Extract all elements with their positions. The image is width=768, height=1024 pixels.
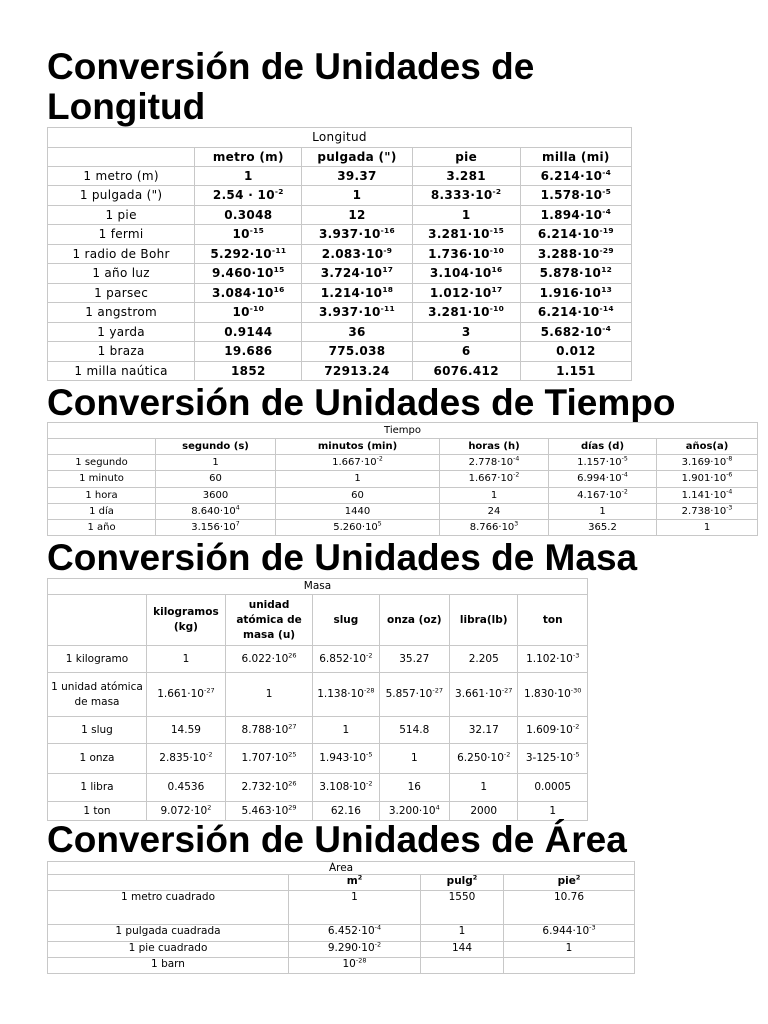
table-cell: 2.205 [450,646,518,673]
row-label: 1 minuto [48,471,156,487]
table-cell: $3.156\cdot 10^7$ [156,519,276,535]
table-cell: $1.214\cdot 10^{18}$ [302,283,412,303]
row-label: 1 pulgada cuadrada [48,925,289,942]
table-cell: $1.012\cdot 10^{17}$ [412,283,520,303]
row-label: 1 milla naútica [48,361,195,381]
table-cell: $3-125\cdot 10^{-5}$ [518,744,588,774]
table-cell: $10^{-15}$ [195,225,302,245]
table-cell: $9.072\cdot 10^2$ [146,802,225,821]
table-cell: $1.102\cdot 10^{-3}$ [518,646,588,673]
table-cell: 10.76 [504,891,635,925]
table-row [48,283,632,303]
column-header: libra(lb) [450,595,518,646]
table-cell: 1 [450,774,518,802]
row-label: 1 pulgada (") [48,186,195,206]
masa-caption-row [48,579,588,595]
row-label: 1 libra [48,774,147,802]
table-cell: $1.141\cdot 10^{-4}$ [657,487,758,503]
table-row [48,802,588,821]
table-cell: $3.281\cdot 10^{-10}$ [412,303,520,323]
table-cell: $1.707\cdot 10^{25}$ [225,744,312,774]
table-longitud [47,127,632,381]
tiempo-header-row [48,439,758,455]
row-label: 1 kilogramo [48,646,147,673]
row-label: 1 hora [48,487,156,503]
table-cell: $6.250\cdot 10^{-2}$ [450,744,518,774]
table-cell: 0.4536 [146,774,225,802]
table-cell: $3.937\cdot 10^{-11}$ [302,303,412,323]
table-row [48,264,632,284]
longitud-header-row [48,147,632,166]
row-label: 1 fermi [48,225,195,245]
table-cell: $6.994\cdot 10^{-4}$ [549,471,657,487]
table-cell: $10^{-10}$ [195,303,302,323]
table-row [48,646,588,673]
table-row [48,303,632,323]
table-cell [504,958,635,974]
table-cell: $1.578\cdot 10^{-5}$ [520,186,631,206]
column-header: metro (m) [195,147,302,166]
table-caption: Longitud [48,128,632,148]
table-cell: $3.937\cdot 10^{-16}$ [302,225,412,245]
table-masa [47,578,588,821]
table-cell: 1 [146,646,225,673]
row-label: 1 parsec [48,283,195,303]
table-cell: 19.686 [195,342,302,362]
table-cell: 0.9144 [195,322,302,342]
column-header [48,147,195,166]
table-cell: $5.260\cdot 10^5$ [276,519,440,535]
row-label: 1 radio de Bohr [48,244,195,264]
table-cell: $9.460\cdot 10^{15}$ [195,264,302,284]
table-cell: $6.022\cdot 10^{26}$ [225,646,312,673]
table-cell: $3.288\cdot 10^{-29}$ [520,244,631,264]
table-row [48,322,632,342]
table-cell: $2.778\cdot 10^{-4}$ [440,455,549,471]
table-cell: $3.724\cdot 10^{17}$ [302,264,412,284]
area-header-row [48,875,635,891]
table-cell: $2.54 \cdot 10^{-2}$ [195,186,302,206]
table-cell: 775.038 [302,342,412,362]
column-header: segundo (s) [156,439,276,455]
column-header: unidad atómica de masa (u) [225,595,312,646]
table-caption: Masa [48,579,588,595]
table-row [48,186,632,206]
table-cell: $1.830\cdot 10^{-30}$ [518,673,588,717]
table-caption: Área [48,862,635,875]
table-row [48,942,635,958]
column-header: onza (oz) [379,595,450,646]
column-header: pulg$^2$ [421,875,504,891]
table-cell: $8.333\cdot 10^{-2}$ [412,186,520,206]
table-row [48,205,632,225]
table-cell: 0.3048 [195,205,302,225]
table-cell: 144 [421,942,504,958]
table-row [48,342,632,362]
table-cell: 1 [156,455,276,471]
row-label: 1 día [48,503,156,519]
column-header: milla (mi) [520,147,631,166]
table-cell: $3.108\cdot 10^{-2}$ [313,774,379,802]
table-cell: 1 [225,673,312,717]
table-cell: $6.452\cdot 10^{-4}$ [289,925,421,942]
table-cell: $1.157\cdot 10^{-5}$ [549,455,657,471]
column-header: $m^2$ [289,875,421,891]
table-area [47,861,635,974]
column-header: ton [518,595,588,646]
table-cell: 0.012 [520,342,631,362]
table-row [48,225,632,245]
table-cell: $1.916\cdot 10^{13}$ [520,283,631,303]
table-row [48,958,635,974]
table-cell: 1.151 [520,361,631,381]
table-cell: $5.857\cdot 10^{-27}$ [379,673,450,717]
table-cell: $8.788\cdot 10^{27}$ [225,717,312,744]
table-cell: $1.736\cdot 10^{-10}$ [412,244,520,264]
row-label: 1 metro (m) [48,166,195,186]
row-label: 1 slug [48,717,147,744]
table-cell: 36 [302,322,412,342]
column-header: pie$^2$ [504,875,635,891]
table-cell: 60 [276,487,440,503]
table-cell: $1.943\cdot 10^{-5}$ [313,744,379,774]
table-row [48,471,758,487]
heading-area: Conversión de Unidades de Área [47,819,627,860]
masa-header-row [48,595,588,646]
table-row [48,925,635,942]
row-label: 1 onza [48,744,147,774]
table-row [48,361,632,381]
table-cell: 6076.412 [412,361,520,381]
row-label: 1 ton [48,802,147,821]
table-row [48,744,588,774]
table-cell: $2.835\cdot 10^{-2}$ [146,744,225,774]
table-cell: 14.59 [146,717,225,744]
table-cell: 365.2 [549,519,657,535]
table-cell: 0.0005 [518,774,588,802]
table-row [48,717,588,744]
table-cell: 1 [518,802,588,821]
table-cell: $4.167\cdot 10^{-2}$ [549,487,657,503]
row-label: 1 pie [48,205,195,225]
table-cell: $3.169\cdot 10^{-8}$ [657,455,758,471]
table-cell: $8.766\cdot 10^3$ [440,519,549,535]
table-cell: $8.640\cdot 10^4$ [156,503,276,519]
table-cell: $3.104\cdot 10^{16}$ [412,264,520,284]
table-cell: $1.901\cdot 10^{-6}$ [657,471,758,487]
table-cell: $2.732\cdot 10^{26}$ [225,774,312,802]
column-header: kilogramos (kg) [146,595,225,646]
column-header: minutos (min) [276,439,440,455]
table-cell: $9.290\cdot 10^{-2}$ [289,942,421,958]
table-cell: 3.281 [412,166,520,186]
table-cell: 3600 [156,487,276,503]
table-row [48,244,632,264]
column-header [48,439,156,455]
table-row [48,166,632,186]
table-cell: 1852 [195,361,302,381]
table-row [48,891,635,925]
table-cell: $6.944\cdot 10^{-3}$ [504,925,635,942]
table-cell: $3.084\cdot 10^{16}$ [195,283,302,303]
table-cell: 1440 [276,503,440,519]
column-header [48,875,289,891]
column-header: pie [412,147,520,166]
table-cell: $1.667\cdot 10^{-2}$ [276,455,440,471]
table-cell: 62.16 [313,802,379,821]
column-header: horas (h) [440,439,549,455]
table-cell: $6.214\cdot 10^{-4}$ [520,166,631,186]
table-cell: 3 [412,322,520,342]
table-cell: 1550 [421,891,504,925]
table-cell: 60 [156,471,276,487]
heading-tiempo: Conversión de Unidades de Tiempo [47,382,676,423]
table-cell: 24 [440,503,549,519]
column-header: días (d) [549,439,657,455]
table-row [48,487,758,503]
table-cell: 1 [313,717,379,744]
table-cell: 2000 [450,802,518,821]
table-cell: $3.661\cdot 10^{-27}$ [450,673,518,717]
table-cell: $2.083\cdot 10^{-9}$ [302,244,412,264]
table-cell: 1 [504,942,635,958]
row-label: 1 metro cuadrado [48,891,289,925]
table-cell: 12 [302,205,412,225]
table-tiempo [47,422,758,536]
table-cell: 1 [412,205,520,225]
row-label: 1 año luz [48,264,195,284]
row-label: 1 segundo [48,455,156,471]
table-cell: $5.292\cdot 10^{-11}$ [195,244,302,264]
row-label: 1 pie cuadrado [48,942,289,958]
table-cell: 72913.24 [302,361,412,381]
table-cell: $6.214\cdot 10^{-19}$ [520,225,631,245]
table-cell: $6.214\cdot 10^{-14}$ [520,303,631,323]
table-cell: $1.661\cdot 10^{-27}$ [146,673,225,717]
table-cell: $3.200\cdot 10^4$ [379,802,450,821]
table-cell: 1 [289,891,421,925]
table-row [48,455,758,471]
tiempo-caption-row [48,423,758,439]
table-cell: 1 [421,925,504,942]
column-header: slug [313,595,379,646]
column-header: años(a) [657,439,758,455]
table-cell: 1 [276,471,440,487]
row-label: 1 barn [48,958,289,974]
table-cell: $5.682\cdot 10^{-4}$ [520,322,631,342]
row-label: 1 yarda [48,322,195,342]
longitud-caption-row [48,128,632,148]
table-cell: $5.878\cdot 10^{12}$ [520,264,631,284]
table-cell: 39.37 [302,166,412,186]
table-cell: $3.281\cdot 10^{-15}$ [412,225,520,245]
table-row [48,519,758,535]
table-cell: 1 [379,744,450,774]
table-cell: $5.463\cdot 10^{29}$ [225,802,312,821]
column-header: pulgada (") [302,147,412,166]
table-cell: 514.8 [379,717,450,744]
table-cell: 1 [440,487,549,503]
table-cell: 35.27 [379,646,450,673]
heading-masa: Conversión de Unidades de Masa [47,537,638,578]
row-label: 1 año [48,519,156,535]
table-caption: Tiempo [48,423,758,439]
heading-longitud: Conversión de Unidades de Longitud [47,46,535,127]
table-cell: $1.609\cdot 10^{-2}$ [518,717,588,744]
table-cell: 16 [379,774,450,802]
table-cell: 1 [657,519,758,535]
table-cell: 1 [302,186,412,206]
table-row [48,503,758,519]
table-cell: $6.852\cdot 10^{-2}$ [313,646,379,673]
row-label: 1 unidad atómica de masa [48,673,147,717]
table-cell: 1 [195,166,302,186]
table-cell: 6 [412,342,520,362]
column-header [48,595,147,646]
table-cell: $1.138\cdot 10^{-28}$ [313,673,379,717]
table-cell: $10^{-28}$ [289,958,421,974]
table-cell: $2.738\cdot 10^{-3}$ [657,503,758,519]
table-cell [421,958,504,974]
table-row [48,774,588,802]
table-cell: $1.667\cdot 10^{-2}$ [440,471,549,487]
table-cell: 32.17 [450,717,518,744]
table-cell: $1.894\cdot 10^{-4}$ [520,205,631,225]
row-label: 1 braza [48,342,195,362]
table-cell: 1 [549,503,657,519]
row-label: 1 angstrom [48,303,195,323]
area-caption-row [48,862,635,875]
table-row [48,673,588,717]
